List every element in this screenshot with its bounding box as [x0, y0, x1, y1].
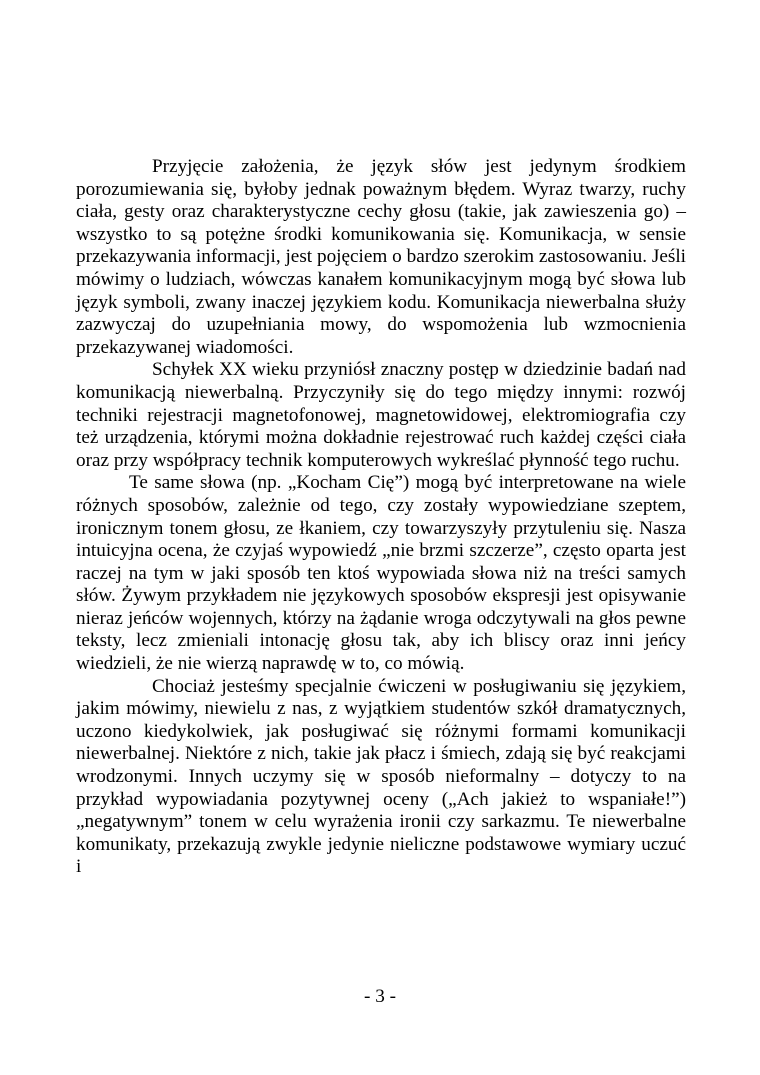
paragraph-2: Schyłek XX wieku przyniósł znaczny postęp w dziedzinie badań nad komunikacją niewerbalną. Przyczyniły się do tego między innymi: rozwój techniki rejestracji magnetofonowej, magnetowidowej, elektromiografia czy też urządzenia, którymi można dokładnie rejestrować ruch każdej części ciała oraz przy współpracy technik komputerowych wykreślać płynność tego ruchu.: [76, 359, 686, 471]
body-text: [76, 156, 686, 879]
paragraph-4: Chociaż jesteśmy specjalnie ćwiczeni w posługiwaniu się językiem, jakim mówimy, niewielu z nas, z wyjątkiem studentów szkół dramatycznych, uczono kiedykolwiek, jak posługiwać się różnymi formami komunikacji niewerbalnej. Niektóre z nich, takie jak płacz i śmiech, zdają się być reakcjami wrodzonymi. Innych uczymy się w sposób nieformalny – dotyczy to na przykład wypowiadania pozytywnej oceny („Ach jakież to wspaniałe!”) „negatywnym” tonem w celu wyrażenia ironii czy sarkazmu. Te niewerbalne komunikaty, przekazują zwykle jedynie nieliczne podstawowe wymiary uczuć i: [76, 675, 686, 878]
page-number: - 3 -: [364, 986, 396, 1007]
paragraph-3: Te same słowa (np. „Kocham Cię”) mogą być interpretowane na wiele różnych sposobów, zależnie od tego, czy zostały wypowiedziane szeptem, ironicznym tonem głosu, ze łkaniem, czy towarzyszyły przytuleniu się. Nasza intuicyjna ocena, że czyjaś wypowiedź „nie brzmi szczerze”, często oparta jest raczej na tym w jaki sposób ten ktoś wypowiada słowa niż na treści samych słów. Żywym przykładem nie językowych sposobów ekspresji jest opisywanie nieraz jeńców wojennych, którzy na żądanie wroga odczytywali na głos pewne teksty, lecz zmieniali intonację głosu tak, aby ich bliscy oraz inni jeńcy wiedzieli, że nie wierzą naprawdę w to, co mówią.: [76, 472, 686, 675]
paragraph-1: Przyjęcie założenia, że język słów jest jedynym środkiem porozumiewania się, byłoby jednak poważnym błędem. Wyraz twarzy, ruchy ciała, gesty oraz charakterystyczne cechy głosu (takie, jak zawieszenia go) – wszystko to są potężne środki komunikowania się. Komunikacja, w sensie przekazywania informacji, jest pojęciem o bardzo szerokim zastosowaniu. Jeśli mówimy o ludziach, wówczas kanałem komunikacyjnym mogą być słowa lub język symboli, zwany inaczej językiem kodu. Komunikacja niewerbalna służy zazwyczaj do uzupełniania mowy, do wspomożenia lub wzmocnienia przekazywanej wiadomości.: [76, 156, 686, 358]
